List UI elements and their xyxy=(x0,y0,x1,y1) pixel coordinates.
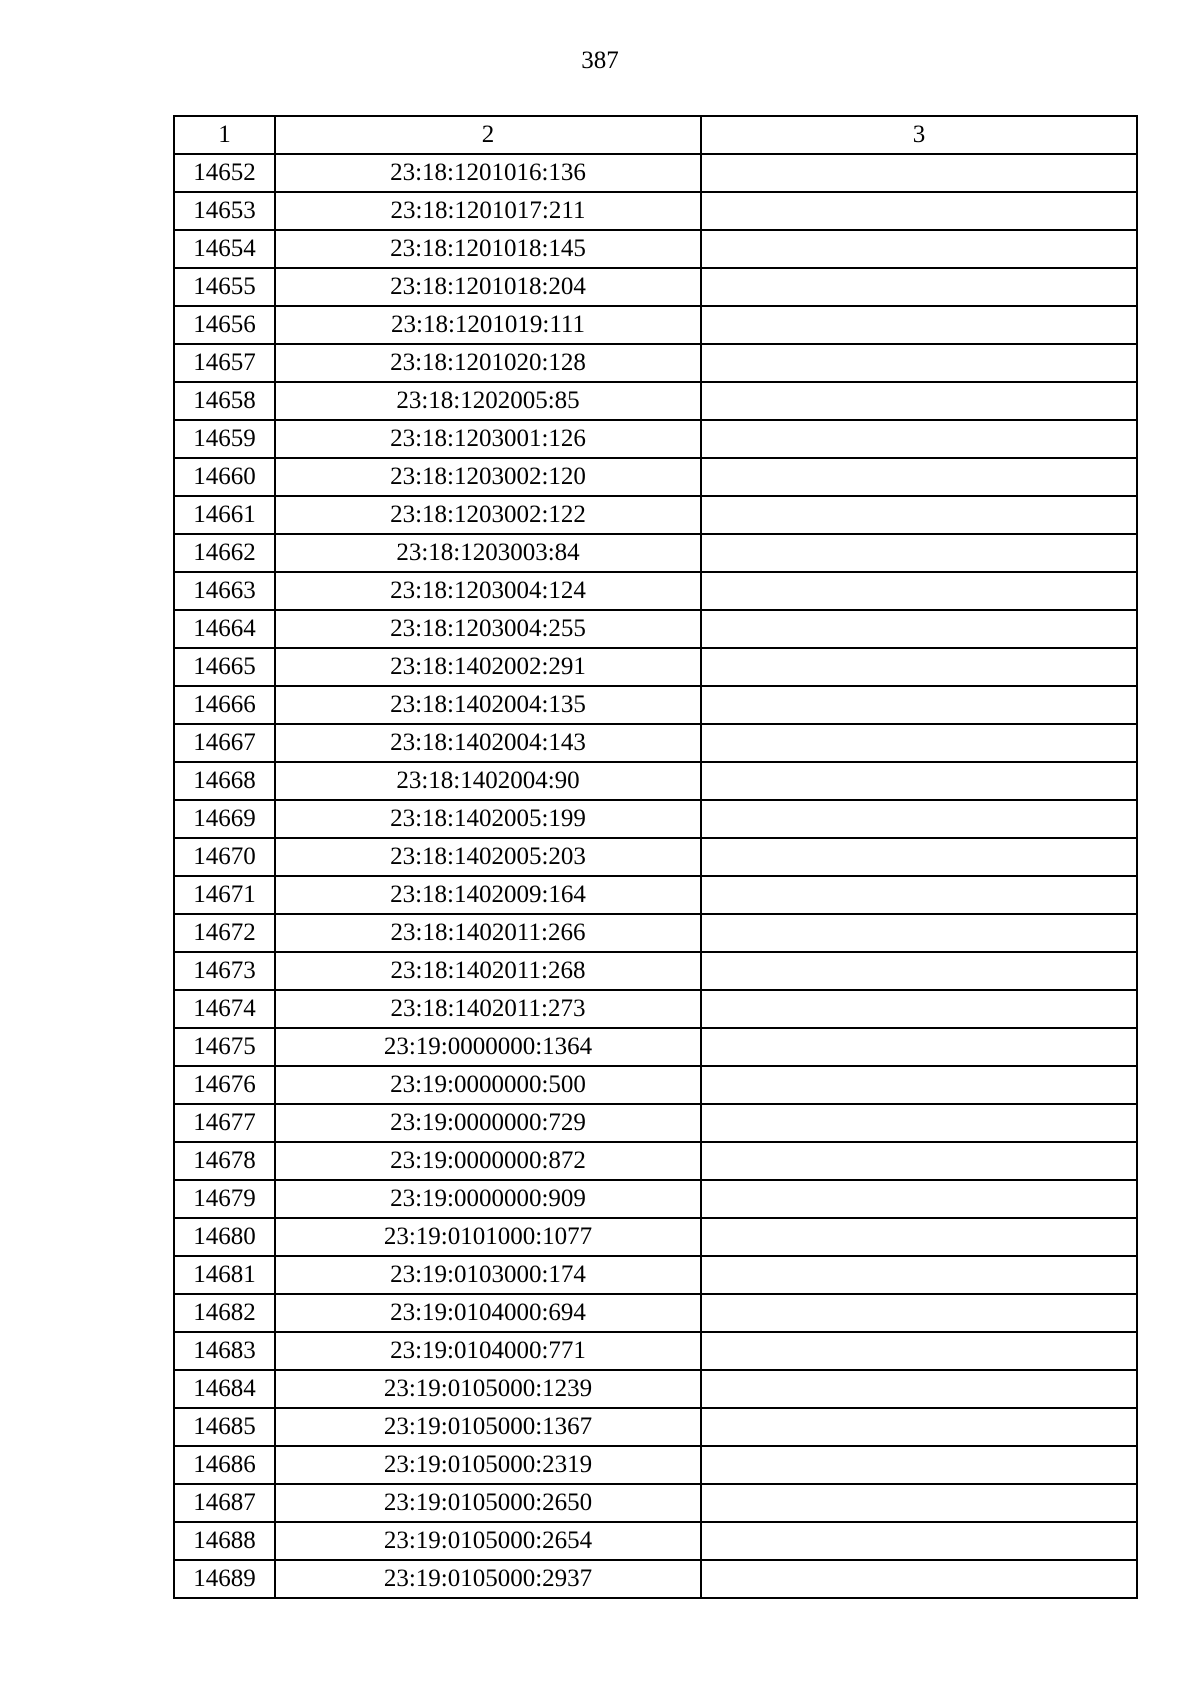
table-cell-col-2: 23:18:1201017:211 xyxy=(275,192,701,230)
table-cell-col-2: 23:18:1402004:135 xyxy=(275,686,701,724)
table-row xyxy=(174,1028,1137,1066)
table-cell-col-2: 23:18:1402002:291 xyxy=(275,648,701,686)
table-row xyxy=(174,458,1137,496)
table-cell-col-3 xyxy=(701,1218,1137,1256)
table-cell-col-3 xyxy=(701,154,1137,192)
table-cell-col-3 xyxy=(701,1560,1137,1598)
table-body xyxy=(174,154,1137,1598)
table-cell-col-1: 14658 xyxy=(174,382,275,420)
table-cell-col-3 xyxy=(701,496,1137,534)
data-table xyxy=(173,115,1138,1599)
table-row xyxy=(174,268,1137,306)
table-cell-col-2: 23:18:1201020:128 xyxy=(275,344,701,382)
table-cell-col-1: 14663 xyxy=(174,572,275,610)
page-number: 387 xyxy=(581,47,619,74)
table-cell-col-3 xyxy=(701,344,1137,382)
table-cell-col-3 xyxy=(701,1028,1137,1066)
table-row xyxy=(174,838,1137,876)
table-cell-col-1: 14657 xyxy=(174,344,275,382)
table-cell-col-1: 14676 xyxy=(174,1066,275,1104)
table-cell-col-1: 14667 xyxy=(174,724,275,762)
table-row xyxy=(174,1522,1137,1560)
column-header-3: 3 xyxy=(701,116,1137,154)
table-cell-col-2: 23:19:0105000:2650 xyxy=(275,1484,701,1522)
table-row xyxy=(174,1484,1137,1522)
table-cell-col-1: 14662 xyxy=(174,534,275,572)
table-row xyxy=(174,1370,1137,1408)
table-cell-col-3 xyxy=(701,1332,1137,1370)
table-cell-col-1: 14677 xyxy=(174,1104,275,1142)
table-cell-col-2: 23:18:1201019:111 xyxy=(275,306,701,344)
table-cell-col-1: 14671 xyxy=(174,876,275,914)
table-row xyxy=(174,306,1137,344)
table-cell-col-1: 14661 xyxy=(174,496,275,534)
table-row xyxy=(174,496,1137,534)
table-cell-col-3 xyxy=(701,914,1137,952)
table-cell-col-2: 23:18:1203002:122 xyxy=(275,496,701,534)
table-cell-col-1: 14679 xyxy=(174,1180,275,1218)
table-cell-col-2: 23:19:0000000:729 xyxy=(275,1104,701,1142)
table-row xyxy=(174,154,1137,192)
table-cell-col-1: 14668 xyxy=(174,762,275,800)
table-cell-col-2: 23:18:1201018:145 xyxy=(275,230,701,268)
table-cell-col-2: 23:19:0101000:1077 xyxy=(275,1218,701,1256)
table-row xyxy=(174,572,1137,610)
table-row xyxy=(174,686,1137,724)
table-cell-col-2: 23:19:0105000:2319 xyxy=(275,1446,701,1484)
table-cell-col-2: 23:19:0105000:1239 xyxy=(275,1370,701,1408)
table-row xyxy=(174,1332,1137,1370)
table-cell-col-3 xyxy=(701,458,1137,496)
table-cell-col-3 xyxy=(701,382,1137,420)
table-row xyxy=(174,1142,1137,1180)
table-cell-col-3 xyxy=(701,1522,1137,1560)
table-cell-col-1: 14654 xyxy=(174,230,275,268)
table-cell-col-2: 23:18:1402011:273 xyxy=(275,990,701,1028)
table-row xyxy=(174,876,1137,914)
table-cell-col-2: 23:18:1402004:143 xyxy=(275,724,701,762)
table-cell-col-1: 14673 xyxy=(174,952,275,990)
table-cell-col-1: 14670 xyxy=(174,838,275,876)
table-row xyxy=(174,1066,1137,1104)
table-cell-col-1: 14686 xyxy=(174,1446,275,1484)
table-cell-col-2: 23:19:0104000:771 xyxy=(275,1332,701,1370)
table-cell-col-2: 23:18:1203004:255 xyxy=(275,610,701,648)
table-cell-col-1: 14652 xyxy=(174,154,275,192)
table-cell-col-3 xyxy=(701,306,1137,344)
table-row xyxy=(174,344,1137,382)
table-row xyxy=(174,990,1137,1028)
table-cell-col-3 xyxy=(701,1104,1137,1142)
table-cell-col-2: 23:18:1203004:124 xyxy=(275,572,701,610)
table-cell-col-1: 14689 xyxy=(174,1560,275,1598)
table-cell-col-3 xyxy=(701,534,1137,572)
table-cell-col-2: 23:18:1402005:199 xyxy=(275,800,701,838)
table-row xyxy=(174,230,1137,268)
table-cell-col-3 xyxy=(701,1484,1137,1522)
table-cell-col-2: 23:19:0000000:500 xyxy=(275,1066,701,1104)
table-cell-col-3 xyxy=(701,1180,1137,1218)
table-row xyxy=(174,1256,1137,1294)
table-cell-col-3 xyxy=(701,648,1137,686)
table-cell-col-2: 23:18:1202005:85 xyxy=(275,382,701,420)
table-cell-col-3 xyxy=(701,800,1137,838)
table-cell-col-2: 23:19:0105000:2654 xyxy=(275,1522,701,1560)
table-header-row xyxy=(174,116,1137,154)
table-cell-col-3 xyxy=(701,192,1137,230)
table-cell-col-3 xyxy=(701,1408,1137,1446)
table-row xyxy=(174,610,1137,648)
table-row xyxy=(174,1560,1137,1598)
table-cell-col-1: 14674 xyxy=(174,990,275,1028)
table-cell-col-3 xyxy=(701,1142,1137,1180)
table-cell-col-2: 23:18:1203001:126 xyxy=(275,420,701,458)
table-cell-col-1: 14678 xyxy=(174,1142,275,1180)
table-cell-col-3 xyxy=(701,1294,1137,1332)
table-row xyxy=(174,1218,1137,1256)
table-cell-col-1: 14664 xyxy=(174,610,275,648)
table-cell-col-3 xyxy=(701,268,1137,306)
table-cell-col-3 xyxy=(701,230,1137,268)
table-cell-col-1: 14682 xyxy=(174,1294,275,1332)
table-row xyxy=(174,952,1137,990)
table-row xyxy=(174,420,1137,458)
table-cell-col-1: 14685 xyxy=(174,1408,275,1446)
table-cell-col-2: 23:18:1201016:136 xyxy=(275,154,701,192)
table-cell-col-3 xyxy=(701,1370,1137,1408)
table-row xyxy=(174,534,1137,572)
table-cell-col-1: 14684 xyxy=(174,1370,275,1408)
column-header-1: 1 xyxy=(174,116,275,154)
table-cell-col-3 xyxy=(701,724,1137,762)
table-cell-col-1: 14681 xyxy=(174,1256,275,1294)
table-cell-col-3 xyxy=(701,990,1137,1028)
table-cell-col-1: 14653 xyxy=(174,192,275,230)
table-cell-col-1: 14669 xyxy=(174,800,275,838)
table-cell-col-3 xyxy=(701,952,1137,990)
table-row xyxy=(174,1104,1137,1142)
table-cell-col-3 xyxy=(701,572,1137,610)
table-cell-col-1: 14665 xyxy=(174,648,275,686)
table-cell-col-2: 23:18:1201018:204 xyxy=(275,268,701,306)
table-cell-col-3 xyxy=(701,610,1137,648)
table-row xyxy=(174,1446,1137,1484)
table-row xyxy=(174,192,1137,230)
table-cell-col-1: 14656 xyxy=(174,306,275,344)
table-cell-col-3 xyxy=(701,1446,1137,1484)
table-cell-col-2: 23:19:0104000:694 xyxy=(275,1294,701,1332)
table-cell-col-2: 23:19:0000000:909 xyxy=(275,1180,701,1218)
table-cell-col-1: 14683 xyxy=(174,1332,275,1370)
table-cell-col-1: 14666 xyxy=(174,686,275,724)
table-row xyxy=(174,1294,1137,1332)
table-cell-col-3 xyxy=(701,876,1137,914)
table-row xyxy=(174,1180,1137,1218)
table-cell-col-1: 14680 xyxy=(174,1218,275,1256)
table-cell-col-2: 23:18:1203002:120 xyxy=(275,458,701,496)
table-cell-col-1: 14688 xyxy=(174,1522,275,1560)
table-cell-col-1: 14675 xyxy=(174,1028,275,1066)
table-row xyxy=(174,1408,1137,1446)
table-row xyxy=(174,648,1137,686)
table-cell-col-3 xyxy=(701,838,1137,876)
table-cell-col-3 xyxy=(701,1256,1137,1294)
table-cell-col-1: 14672 xyxy=(174,914,275,952)
table-cell-col-2: 23:19:0000000:872 xyxy=(275,1142,701,1180)
table-cell-col-1: 14655 xyxy=(174,268,275,306)
table-cell-col-2: 23:19:0105000:1367 xyxy=(275,1408,701,1446)
table-cell-col-3 xyxy=(701,420,1137,458)
table-cell-col-1: 14659 xyxy=(174,420,275,458)
table-cell-col-2: 23:19:0000000:1364 xyxy=(275,1028,701,1066)
table-cell-col-2: 23:18:1402011:268 xyxy=(275,952,701,990)
table-cell-col-2: 23:19:0105000:2937 xyxy=(275,1560,701,1598)
table-cell-col-2: 23:19:0103000:174 xyxy=(275,1256,701,1294)
table-cell-col-1: 14660 xyxy=(174,458,275,496)
table-cell-col-1: 14687 xyxy=(174,1484,275,1522)
table-cell-col-2: 23:18:1402005:203 xyxy=(275,838,701,876)
table-cell-col-2: 23:18:1203003:84 xyxy=(275,534,701,572)
table-cell-col-2: 23:18:1402011:266 xyxy=(275,914,701,952)
table-cell-col-3 xyxy=(701,1066,1137,1104)
table-cell-col-2: 23:18:1402004:90 xyxy=(275,762,701,800)
table-cell-col-3 xyxy=(701,762,1137,800)
table-cell-col-2: 23:18:1402009:164 xyxy=(275,876,701,914)
column-header-2: 2 xyxy=(275,116,701,154)
table-row xyxy=(174,914,1137,952)
table-row xyxy=(174,724,1137,762)
table-cell-col-3 xyxy=(701,686,1137,724)
table-row xyxy=(174,382,1137,420)
table-row xyxy=(174,800,1137,838)
table-row xyxy=(174,762,1137,800)
